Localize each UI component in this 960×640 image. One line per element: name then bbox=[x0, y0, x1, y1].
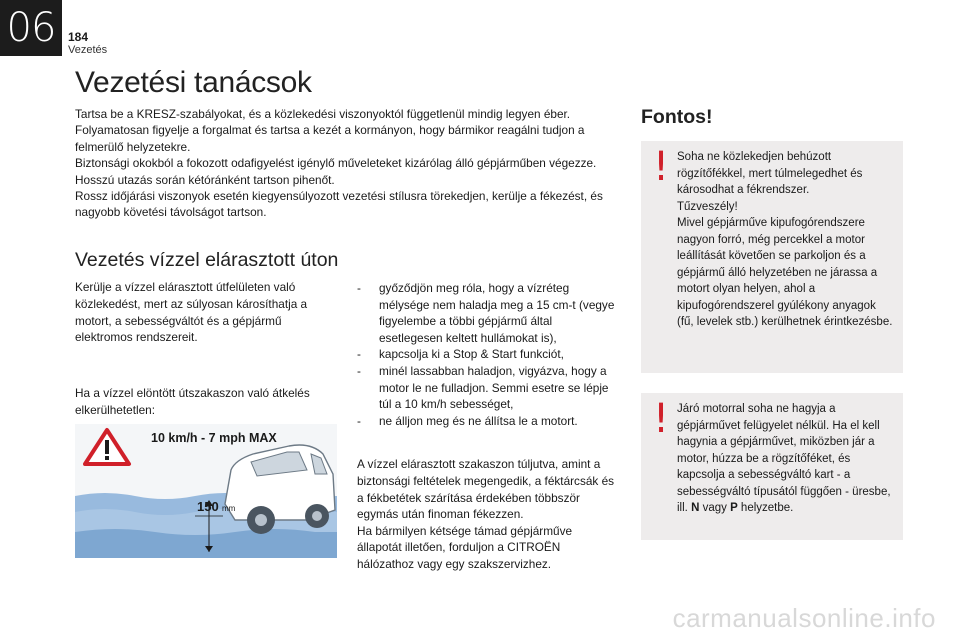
watermark: carmanualsonline.info bbox=[672, 603, 936, 633]
list-item: - győződjön meg róla, hogy a vízréteg mélysége nem haladja meg a 15 cm-t (vegye figyelembe a többi gépjármű által esetlegesen keltett hullámokat is), bbox=[357, 281, 615, 345]
intro-text bbox=[75, 106, 620, 221]
intro-line: Folyamatosan figyelje a forgalmat és tartsa a kezét a kormányon, hogy bármikor reagálni tudjon a felmerülő helyzetekre. bbox=[75, 123, 585, 154]
warning-exclamation-icon: ! bbox=[653, 144, 670, 190]
flooded-road-illustration bbox=[75, 424, 337, 558]
list-item: - minél lassabban haladjon, vigyázva, hogy a motor le ne fulladjon. Semmi esetre se lépje túl a 10 km/h sebességet, bbox=[357, 363, 609, 412]
water-left-column bbox=[75, 279, 335, 433]
speed-limit-label: 10 km/h - 7 mph MAX bbox=[151, 431, 277, 445]
intro-line: Rossz időjárási viszonyok esetén kiegyensúlyozott vezetési stílusra törekedjen, kerülje a fékezést, és nagyobb követési távolságot tartson. bbox=[75, 189, 603, 220]
depth-unit-label: mm bbox=[222, 504, 236, 513]
warning-exclamation-icon: ! bbox=[653, 396, 670, 442]
list-dash: - bbox=[357, 363, 361, 378]
water-paragraph: Kerülje a vízzel elárasztott útfelületen való közlekedést, mert az súlyosan károsíthatja a motort, a sebességváltót és a gépjármű elektromos rendszereit. bbox=[75, 280, 308, 345]
list-dash: - bbox=[357, 347, 361, 362]
water-right-column bbox=[357, 280, 619, 573]
precaution-list bbox=[357, 280, 619, 429]
list-item: - ne álljon meg és ne állítsa le a motort. bbox=[357, 413, 578, 428]
list-item: - kapcsolja ki a Stop & Start funkciót, bbox=[357, 347, 564, 362]
note-text: Soha ne közlekedjen behúzott rögzítőfékkel, mert túlmelegedhet és károsodhat a fékrendszer. Tűzveszély! Mivel gépjárműve kipufogórendszere nagyon forró, még percekkel a motor leállítását követően se parkoljon és a gépjármű álló helyzetében ne járassa a motort olyan helyen, ahol a kipufogórendszerel gyúlékony anyagok (fű, levelek stb.) kerülhetnek érintkezésbe. bbox=[677, 151, 893, 328]
important-title: Fontos! bbox=[641, 106, 713, 128]
important-note-box bbox=[641, 393, 903, 540]
list-dash: - bbox=[357, 413, 361, 428]
water-paragraph: Ha a vízzel elöntött útszakaszon való átkelés elkerülhetetlen: bbox=[75, 386, 310, 417]
page-number: 184 bbox=[68, 30, 89, 44]
page-title: Vezetési tanácsok bbox=[75, 66, 312, 99]
water-after-paragraph: A vízzel elárasztott szakaszon túljutva, amint a biztonsági feltételek megengedik, a féktárcsák és a fékbetétek szárítása érdekében többször egymás után finoman fékezzen. bbox=[357, 457, 615, 522]
note-text: Járó motorral soha ne hagyja a gépjárművet felügyelet nélkül. Ha el kell hagynia a gépjárművet, miközben jár a motor, húzza be a rögzítőféket, és kapcsolja a sebességváltó kart - a sebességváltó típusától függően - üresbe, ill. N vagy P helyzetbe. bbox=[677, 403, 891, 514]
depth-value-label: 150 bbox=[197, 499, 219, 514]
important-note-box bbox=[641, 141, 903, 373]
intro-line: Biztonsági okokból a fokozott odafigyelést igénylő műveleteket kizárólag álló gépjárműben végezze. bbox=[75, 156, 597, 171]
chapter-number: 06 bbox=[0, 0, 62, 56]
list-dash: - bbox=[357, 281, 361, 295]
intro-line: Tartsa be a KRESZ-szabályokat, és a közlekedési viszonyoktól függetlenül mindig legyen éber. bbox=[75, 107, 571, 121]
water-section-title: Vezetés vízzel elárasztott úton bbox=[75, 249, 339, 271]
intro-line: Hosszú utazás során kétóránként tartson pihenőt. bbox=[75, 172, 335, 187]
water-after-paragraph: Ha bármilyen kétsége támad gépjárműve állapotát illetően, forduljon a CITROËN hálózathoz vagy egy szakszervizhez. bbox=[357, 523, 573, 571]
section-name: Vezetés bbox=[68, 44, 108, 56]
